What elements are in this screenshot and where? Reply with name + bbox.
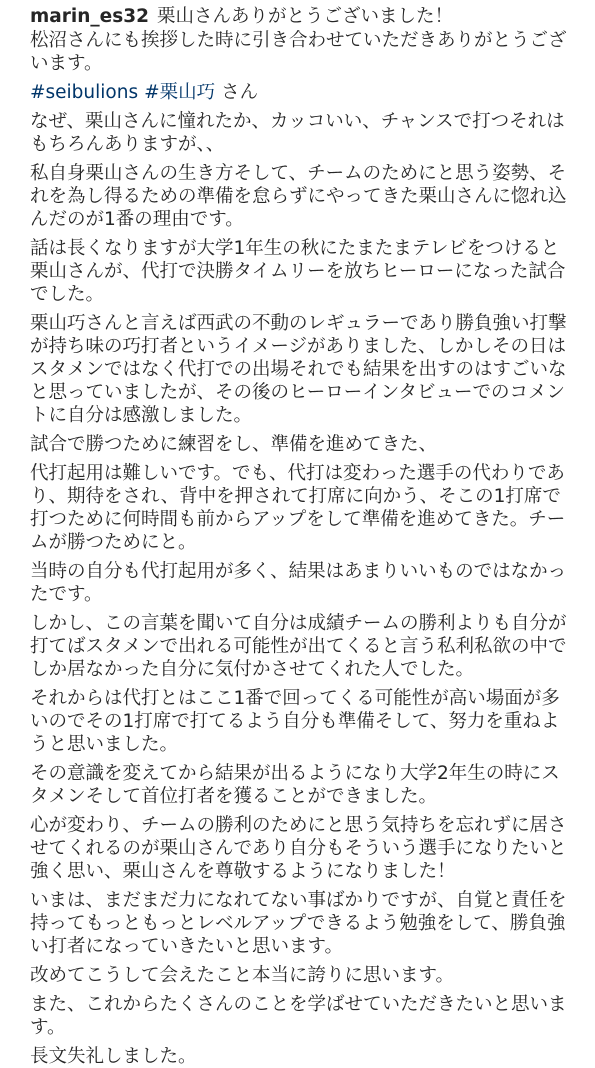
caption-paragraph: それからは代打とはここ1番で回ってくる可能性が高い場面が多いのでその1打席で打てるよう自分も準備そして、努力を重ねようと思いました。 (30, 688, 560, 755)
caption-first-line: 栗山さんありがとうございました！ (156, 6, 453, 27)
caption-paragraph: 私自身栗山さんの生き方そして、チームのためにと思う姿勢、それを為し得るための準備を怠らずにやってきた栗山さんに惚れ込んだのが1番の理由です。 (30, 163, 567, 230)
caption-paragraph: 改めてこうして会えたこと本当に誇りに思います。 (30, 965, 455, 986)
hashtag-line (30, 81, 575, 104)
caption-header (30, 5, 575, 29)
caption-paragraph: 長文失礼しました。 (30, 1046, 197, 1067)
caption-paragraph: いまは、まだまだ力になれてない事ばかりですが、自覚と責任を持ってもっともっとレベルアップできるよう勉強をして、勝負強い打者になっていきたいと思います。 (30, 890, 567, 957)
caption-paragraph: 試合で勝つために練習をし、準備を進めてきた、 (30, 434, 438, 455)
hashtag-link[interactable]: #seibulions (30, 82, 139, 103)
caption-paragraph: 当時の自分も代打起用が多く、結果はあまりいいものではなかったです。 (30, 561, 567, 605)
caption-paragraph: なぜ、栗山さんに憧れたか、カッコいい、チャンスで打つそれはもちろんありますが、、 (30, 111, 565, 155)
caption-paragraph: また、これからたくさんのことを学ばせていただきたいと思います。 (30, 994, 567, 1038)
username-link[interactable]: marin_es32 (30, 6, 149, 27)
tag-suffix: さん (221, 82, 259, 103)
caption-paragraph: しかし、この言葉を聞いて自分は成績チームの勝利よりも自分が打てばスタメンで出れる可能性が出てくると言う私利私欲の中でしか居なかった自分に気付かさせてくれた人でした。 (30, 613, 567, 680)
caption-paragraph: 心が変わり、チームの勝利のためにと思う気持ちを忘れずに居させてくれるのが栗山さんであり自分もそういう選手になりたいと強く思い、栗山さんを尊敬するようになりました！ (30, 815, 567, 882)
caption-paragraph: その意識を変えてから結果が出るようになり大学2年生の時にスタメンそして首位打者を獲ることができました。 (30, 763, 560, 807)
caption-paragraph: 栗山巧さんと言えば西武の不動のレギュラーであり勝負強い打撃が持ち味の巧打者というイメージがありました、しかしその日はスタメンではなく代打での出場それでも結果を出すのはすごいなと思っていましたが、その後のヒーローインタビューでのコメントに自分は感激しました。 (30, 313, 567, 426)
hashtag-link[interactable]: #栗山巧 (144, 82, 216, 103)
caption-paragraph: 松沼さんにも挨拶した時に引き合わせていただきありがとうございます。 (30, 30, 567, 74)
caption-paragraph: 代打起用は難しいです。でも、代打は変わった選手の代わりであり、期待をされ、背中を押されて打席に向かう、そこの1打席で打つために何時間も前からアップをして準備を進めてきた。チームが勝つためにと。 (30, 463, 566, 553)
caption-paragraph: 話は長くなりますが大学1年生の秋にたまたまテレビをつけると栗山さんが、代打で決勝タイムリーを放ちヒーローになった試合でした。 (30, 238, 566, 305)
